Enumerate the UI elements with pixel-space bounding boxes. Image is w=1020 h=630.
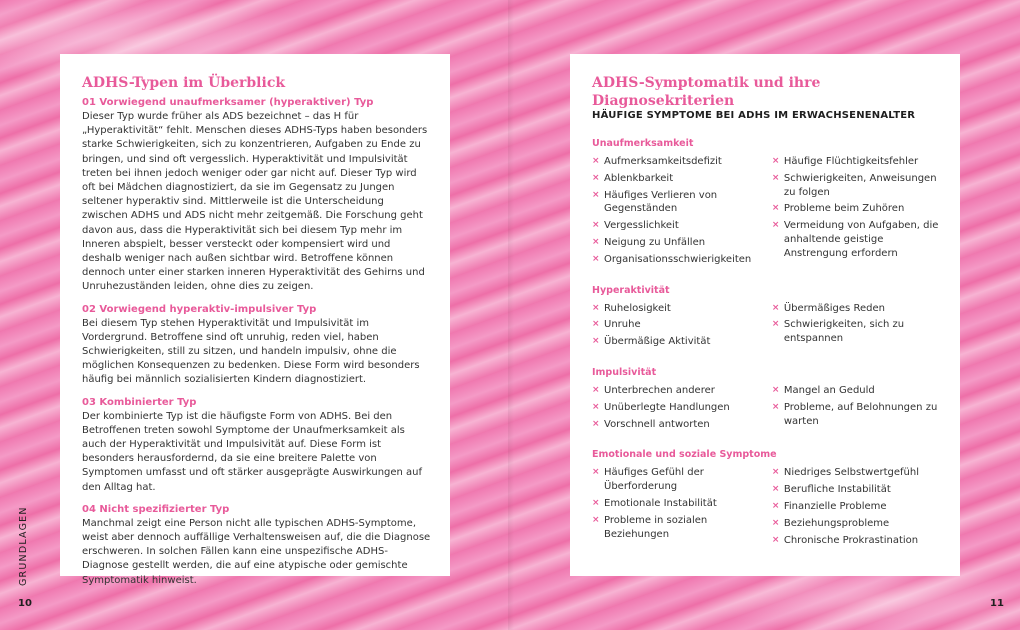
cross-bullet-icon: × <box>592 384 600 395</box>
cross-bullet-icon: × <box>771 467 780 478</box>
cross-bullet-icon: × <box>771 302 780 313</box>
cross-bullet-icon: × <box>771 319 780 330</box>
symptom-item <box>592 189 772 217</box>
symptom-text: Probleme beim Zuhören <box>783 203 905 215</box>
symptom-text: Vergesslichkeit <box>604 220 679 232</box>
symptom-item <box>772 500 942 514</box>
symptom-text: Berufliche Instabilität <box>783 484 891 496</box>
symptom-text: Übermäßiges Reden <box>783 302 885 314</box>
cross-bullet-icon: × <box>592 319 600 330</box>
symptom-item <box>592 401 772 415</box>
symptom-text: Ruhelosigkeit <box>604 302 671 314</box>
symptom-text: Vorschnell antworten <box>604 418 710 430</box>
symptom-item <box>592 335 772 349</box>
type-description: Der kombinierte Typ ist die häufigste Form von ADHS. Bei den Betroffenen treten sowohl Symptome der Unaufmerksamkeit als auch der Hyperaktivität und Impulsivität auf. Diese Form ist besonders herausfordernd, da sie eine breitere Palette von Symptomen umfasst und oft stärker ausgeprägte Auswirkungen auf den Alltag hat. <box>82 410 423 493</box>
symptom-item <box>592 466 772 494</box>
symptom-text: Unruhe <box>604 319 641 331</box>
symptom-text: Übermäßige Aktivität <box>604 336 711 348</box>
symptom-text: Beziehungsprobleme <box>783 517 890 529</box>
symptom-text: Häufiges Gefühl der Überforderung <box>604 467 704 493</box>
symptom-text: Häufiges Verlieren von Gegenständen <box>604 189 718 215</box>
symptom-text: Unüberlegte Handlungen <box>604 401 730 413</box>
cross-bullet-icon: × <box>592 253 600 264</box>
symptom-columns <box>592 466 942 550</box>
cross-bullet-icon: × <box>771 500 780 511</box>
page-gutter <box>508 0 514 630</box>
symptom-text: Niedriges Selbstwertgefühl <box>783 467 919 479</box>
symptom-group-heading: Emotionale und soziale Symptome <box>592 449 777 461</box>
symptom-text: Unterbrechen anderer <box>604 384 715 396</box>
type-heading: 01 Vorwiegend unaufmerksamer (hyperaktiver) Typ <box>82 97 374 108</box>
symptom-item <box>772 401 942 429</box>
symptom-groups <box>592 137 942 550</box>
type-description: Manchmal zeigt eine Person nicht alle typischen ADHS-Symptome, weist aber dennoch auffällige Verhaltensweisen auf, die die Diagnose erschweren. In solchen Fällen kann eine unspezifische ADHS-Diagnose gestellt werden, die auf eine atypische oder gemischte Symptomatik hinweist. <box>82 517 431 586</box>
symptom-item <box>772 384 942 398</box>
symptom-item <box>592 219 772 233</box>
symptom-item <box>772 172 942 200</box>
cross-bullet-icon: × <box>771 220 780 231</box>
cross-bullet-icon: × <box>592 189 600 200</box>
cross-bullet-icon: × <box>771 156 780 166</box>
page-number-right: 11 <box>990 598 1004 609</box>
cross-bullet-icon: × <box>771 203 780 214</box>
symptom-item <box>772 534 942 548</box>
right-page-title: ADHS-Symptomatik und ihre Diagnosekriterien <box>592 75 821 109</box>
cross-bullet-icon: × <box>592 236 600 247</box>
cross-bullet-icon: × <box>592 514 600 525</box>
right-panel-content <box>592 74 942 550</box>
symptom-item <box>592 384 772 398</box>
symptom-text: Vermeidung von Aufgaben, die anhaltende geistige Anstrengung erfordern <box>783 220 939 259</box>
symptom-text: Probleme in sozialen Beziehungen <box>604 514 708 540</box>
symptom-item <box>592 302 772 316</box>
symptom-item <box>772 466 942 480</box>
symptom-list <box>592 302 772 352</box>
symptom-item <box>592 514 772 542</box>
symptom-text: Emotionale Instabilität <box>604 497 717 509</box>
cross-bullet-icon: × <box>592 467 600 478</box>
right-page-subtitle: HÄUFIGE SYMPTOME BEI ADHS IM ERWACHSENENALTER <box>592 110 916 121</box>
symptom-list <box>772 466 942 550</box>
symptom-text: Schwierigkeiten, sich zu entspannen <box>783 319 905 345</box>
symptom-text: Probleme, auf Belohnungen zu warten <box>783 401 938 427</box>
page-number-left: 10 <box>18 598 32 609</box>
symptom-group-heading: Unaufmerksamkeit <box>592 138 694 149</box>
cross-bullet-icon: × <box>592 302 600 313</box>
right-text-panel <box>570 54 960 576</box>
symptom-text: Finanzielle Probleme <box>783 500 887 512</box>
cross-bullet-icon: × <box>771 484 780 495</box>
symptom-text: Aufmerksamkeitsdefizit <box>604 156 722 167</box>
running-head-vertical: GRUNDLAGEN <box>18 506 29 586</box>
cross-bullet-icon: × <box>592 172 600 183</box>
symptom-text: Mangel an Geduld <box>783 384 875 396</box>
symptom-item <box>592 318 772 332</box>
symptom-text: Häufige Flüchtigkeitsfehler <box>783 156 919 167</box>
cross-bullet-icon: × <box>592 156 600 166</box>
cross-bullet-icon: × <box>771 517 780 528</box>
cross-bullet-icon: × <box>592 497 600 508</box>
symptom-item <box>772 302 942 316</box>
adhs-types-list <box>82 96 432 588</box>
symptom-list <box>772 155 942 270</box>
cross-bullet-icon: × <box>771 401 780 412</box>
type-heading: 04 Nicht spezifizierter Typ <box>82 503 230 515</box>
cross-bullet-icon: × <box>592 418 600 429</box>
left-text-panel <box>60 54 450 586</box>
symptom-text: Organisationsschwierigkeiten <box>604 253 752 265</box>
cross-bullet-icon: × <box>771 384 780 395</box>
symptom-columns <box>592 302 942 352</box>
symptom-item <box>772 483 942 497</box>
cross-bullet-icon: × <box>771 172 780 183</box>
left-panel-content <box>82 74 432 596</box>
symptom-text: Ablenkbarkeit <box>604 172 674 184</box>
cross-bullet-icon: × <box>592 220 600 231</box>
symptom-item <box>772 219 942 260</box>
symptom-text: Neigung zu Unfällen <box>604 236 706 248</box>
symptom-list <box>772 384 942 434</box>
symptom-item <box>592 253 772 267</box>
symptom-list <box>592 466 772 550</box>
symptom-text: Chronische Prokrastination <box>783 534 919 546</box>
symptom-item <box>592 155 772 169</box>
symptom-item <box>592 236 772 250</box>
cross-bullet-icon: × <box>771 534 780 545</box>
symptom-item <box>772 155 942 169</box>
symptom-item <box>772 318 942 346</box>
left-page-title: ADHS-Typen im Überblick <box>82 75 286 91</box>
cross-bullet-icon: × <box>592 401 600 412</box>
cross-bullet-icon: × <box>592 336 600 347</box>
symptom-item <box>772 517 942 531</box>
symptom-item <box>592 172 772 186</box>
symptom-item <box>592 497 772 511</box>
type-heading: 02 Vorwiegend hyperaktiv-impulsiver Typ <box>82 303 317 315</box>
type-heading: 03 Kombinierter Typ <box>82 396 197 408</box>
type-description: Dieser Typ wurde früher als ADS bezeichnet – das H für „Hyperaktivität“ fehlt. Menschen dieses ADHS-Typs haben besonders starke Schwierigkeiten, sich zu konzentrieren, Aufgaben zu Ende zu bringen, und sind oft vergesslich. Hyperaktivität und Impulsivität treten bei ihnen jedoch weniger oder gar nicht auf. Dieser Typ wird oft bei Mädchen diagnostiziert, da sie im Gegensatz zu Jungen seltener hyperaktiv sind. Mittlerweile ist die Unterscheidung zwischen ADHS und ADS nicht mehr zeitgemäß. Die Forschung geht davon aus, dass die Hyperaktivität sich bei diesem Typ mehr im Inneren abspielt, besser versteckt oder kompensiert wird und deshalb weniger nach außen sichtbar wird. Betroffene können dennoch unter einer starken inneren Hyperaktivität des Gehirns und Unruhezuständen leiden, ohne dies zu zeigen. <box>82 111 428 293</box>
symptom-list <box>592 155 772 270</box>
symptom-columns <box>592 384 942 434</box>
symptom-group-heading: Hyperaktivität <box>592 284 670 296</box>
symptom-item <box>772 202 942 216</box>
symptom-list <box>592 384 772 434</box>
symptom-group-heading: Impulsivität <box>592 366 657 378</box>
symptom-columns <box>592 155 942 270</box>
symptom-item <box>592 418 772 432</box>
type-description: Bei diesem Typ stehen Hyperaktivität und Impulsivität im Vordergrund. Betroffene sind oft unruhig, reden viel, haben Schwierigkeiten, still zu sitzen, und handeln impulsiv, ohne die möglichen Konsequenzen zu bedenken. Diese Form wird besonders häufig bei männlich sozialisierten Kindern diagnostiziert. <box>82 317 420 386</box>
symptom-list <box>772 302 942 352</box>
symptom-text: Schwierigkeiten, Anweisungen zu folgen <box>783 172 937 198</box>
